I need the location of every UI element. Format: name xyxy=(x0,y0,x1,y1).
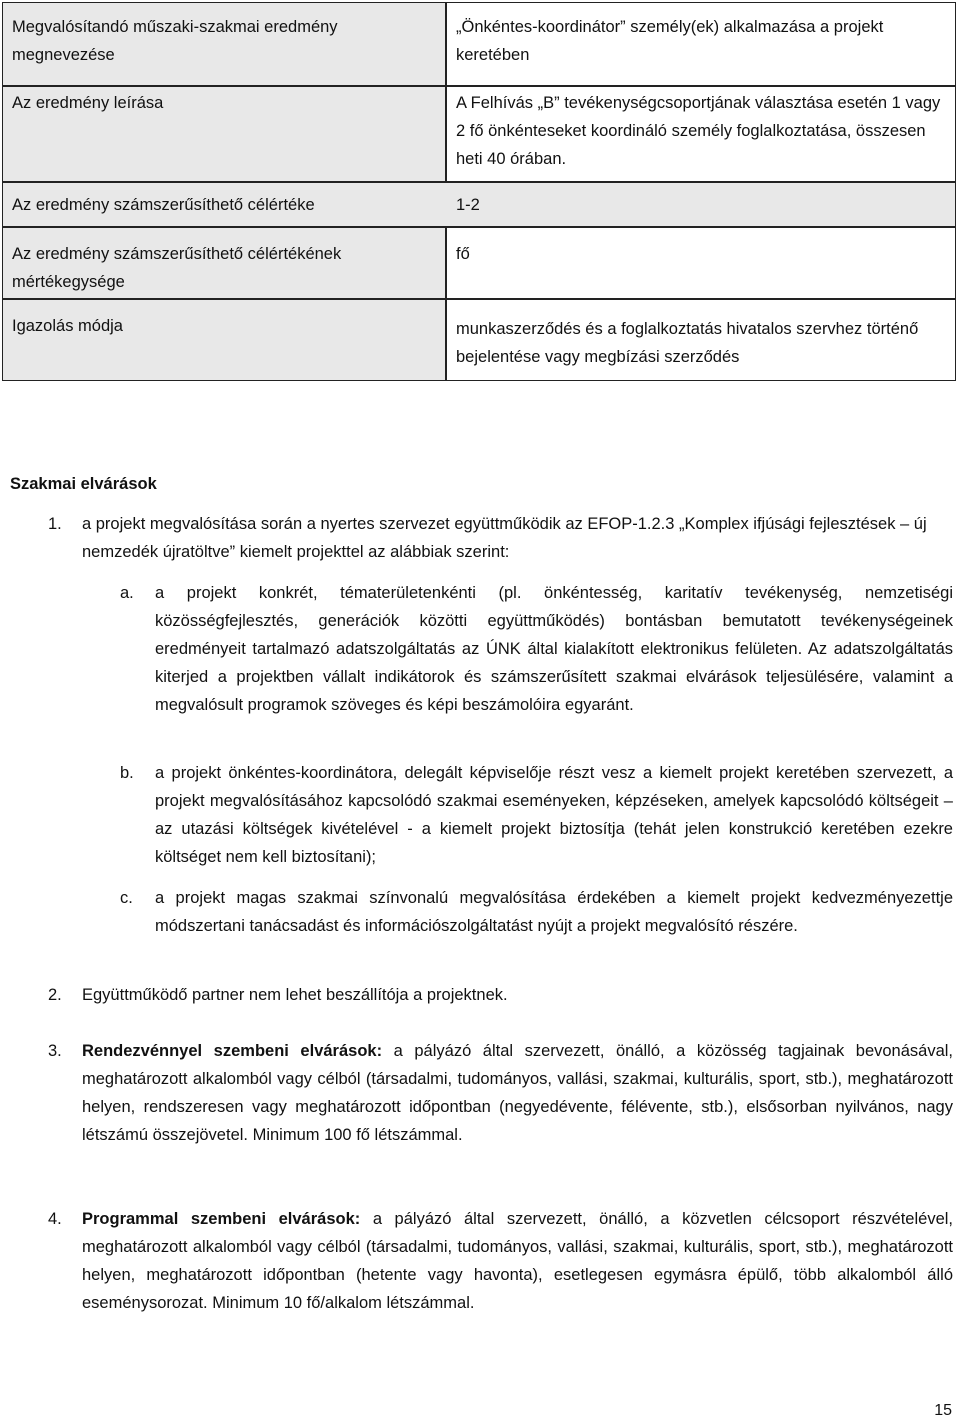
row-value: fő xyxy=(456,245,470,263)
table-value-cell xyxy=(446,299,956,381)
table-value-cell xyxy=(446,2,956,86)
row-value: munkaszerződés és a foglalkoztatás hivatalos szervhez történő bejelentése vagy megbízási szerződés xyxy=(456,320,919,366)
row-value: 1-2 xyxy=(456,196,480,214)
item-text xyxy=(82,1037,953,1149)
subitem-text: a projekt magas szakmai színvonalú megvalósítása érdekében a kiemelt projekt kedvezményezettje módszertani tanácsadást és információszolgáltatást nyújt a projekt megvalósító részére. xyxy=(155,889,953,935)
table-label-cell xyxy=(2,2,446,86)
table-label-cell xyxy=(2,86,446,182)
row-value: „Önkéntes-koordinátor” személy(ek) alkalmazása a projekt keretében xyxy=(456,18,884,64)
item-number: 4. xyxy=(48,1210,62,1228)
section-title: Szakmai elvárások xyxy=(10,475,157,493)
item-number: 2. xyxy=(48,986,62,1004)
row-label: Igazolás módja xyxy=(12,317,123,335)
item-body: a pályázó által szervezett, önálló, a közösség tagjainak bevonásával, meghatározott alkalomból vagy célból (társadalmi, tudományos, vallási, szakmai, kulturális, sport, stb.), meghatározott helyen, rendszeresen vagy meghatározott időpontban (negyedévente, félévente, stb.), elsősorban nyilvános, nagy létszámú összejövetel. Minimum 100 fő létszámmal. xyxy=(82,1042,954,1144)
item-text: Együttműködő partner nem lehet beszállítója a projektnek. xyxy=(82,986,508,1004)
subitem-text: a projekt önkéntes-koordinátora, delegált képviselője részt vesz a kiemelt projekt keretében szervezett, a projekt megvalósításához kapcsolódó szakmai eseményeken, képzéseken, amelyek kapcsolódó költségeit – az utazási költségek kivételével - a kiemelt projekt biztosítja (tehát jelen konstrukció keretében ezekre költséget nem kell biztosítani); xyxy=(155,764,953,866)
table-label-cell xyxy=(2,299,446,381)
row-label: Megvalósítandó műszaki-szakmai eredmény megnevezése xyxy=(12,18,338,64)
item-body: a pályázó által szervezett, önálló, a közvetlen célcsoport részvételével, meghatározott alkalomból vagy célból (társadalmi, tudományos, vallási, szakmai, kulturális, sport, stb.), meghatározott helyen, meghatározott időpontban (hetente vagy havonta), esetlegesen egymásra épülő, több alkalomból álló eseménysorozat. Minimum 10 fő/alkalom létszámmal. xyxy=(82,1210,953,1312)
item-text: a projekt megvalósítása során a nyertes szervezet együttműködik az EFOP-1.2.3 „Komplex ifjúsági fejlesztések – új nemzedék újratöltve” kiemelt projekttel az alábbiak szerint: xyxy=(82,515,927,561)
item-number: 1. xyxy=(48,515,62,533)
row-value: A Felhívás „B” tevékenységcsoportjának választása esetén 1 vagy 2 fő önkénteseket koordináló személy foglalkoztatása, összesen heti 40 órában. xyxy=(456,94,941,168)
row-label: Az eredmény számszerűsíthető célértéke xyxy=(12,196,315,214)
table-value-cell xyxy=(446,227,956,299)
item-bold-lead: Rendezvénnyel szembeni elvárások: xyxy=(82,1042,383,1060)
page-number: 15 xyxy=(934,1402,952,1419)
subitem-letter: a. xyxy=(120,584,134,602)
row-label: Az eredmény számszerűsíthető célértékének mértékegysége xyxy=(12,245,342,291)
subitem-letter: c. xyxy=(120,889,133,907)
subitem-letter: b. xyxy=(120,764,134,782)
table-value-cell xyxy=(446,86,956,182)
row-label: Az eredmény leírása xyxy=(12,94,164,112)
table-full-row xyxy=(2,182,956,227)
item-bold-lead: Programmal szembeni elvárások: xyxy=(82,1210,361,1228)
table-label-cell xyxy=(2,227,446,299)
item-number: 3. xyxy=(48,1042,62,1060)
item-text xyxy=(82,1205,953,1317)
subitem-text: a projekt konkrét, tématerületenkénti (pl. önkéntesség, karitatív tevékenység, nemzetiségi közösségfejlesztés, generációk közötti együttműködés) bontásban bemutatott tevékenységeinek eredményeit tartalmazó adatszolgáltatás az ÚNK által kialakított elektronikus felületen. Az adatszolgáltatás kiterjed a projektben vállalt indikátorok és számszerűsített szakmai elvárások teljesülésére, valamint a megvalósult programok szöveges és képi beszámolóira egyaránt. xyxy=(155,584,953,714)
